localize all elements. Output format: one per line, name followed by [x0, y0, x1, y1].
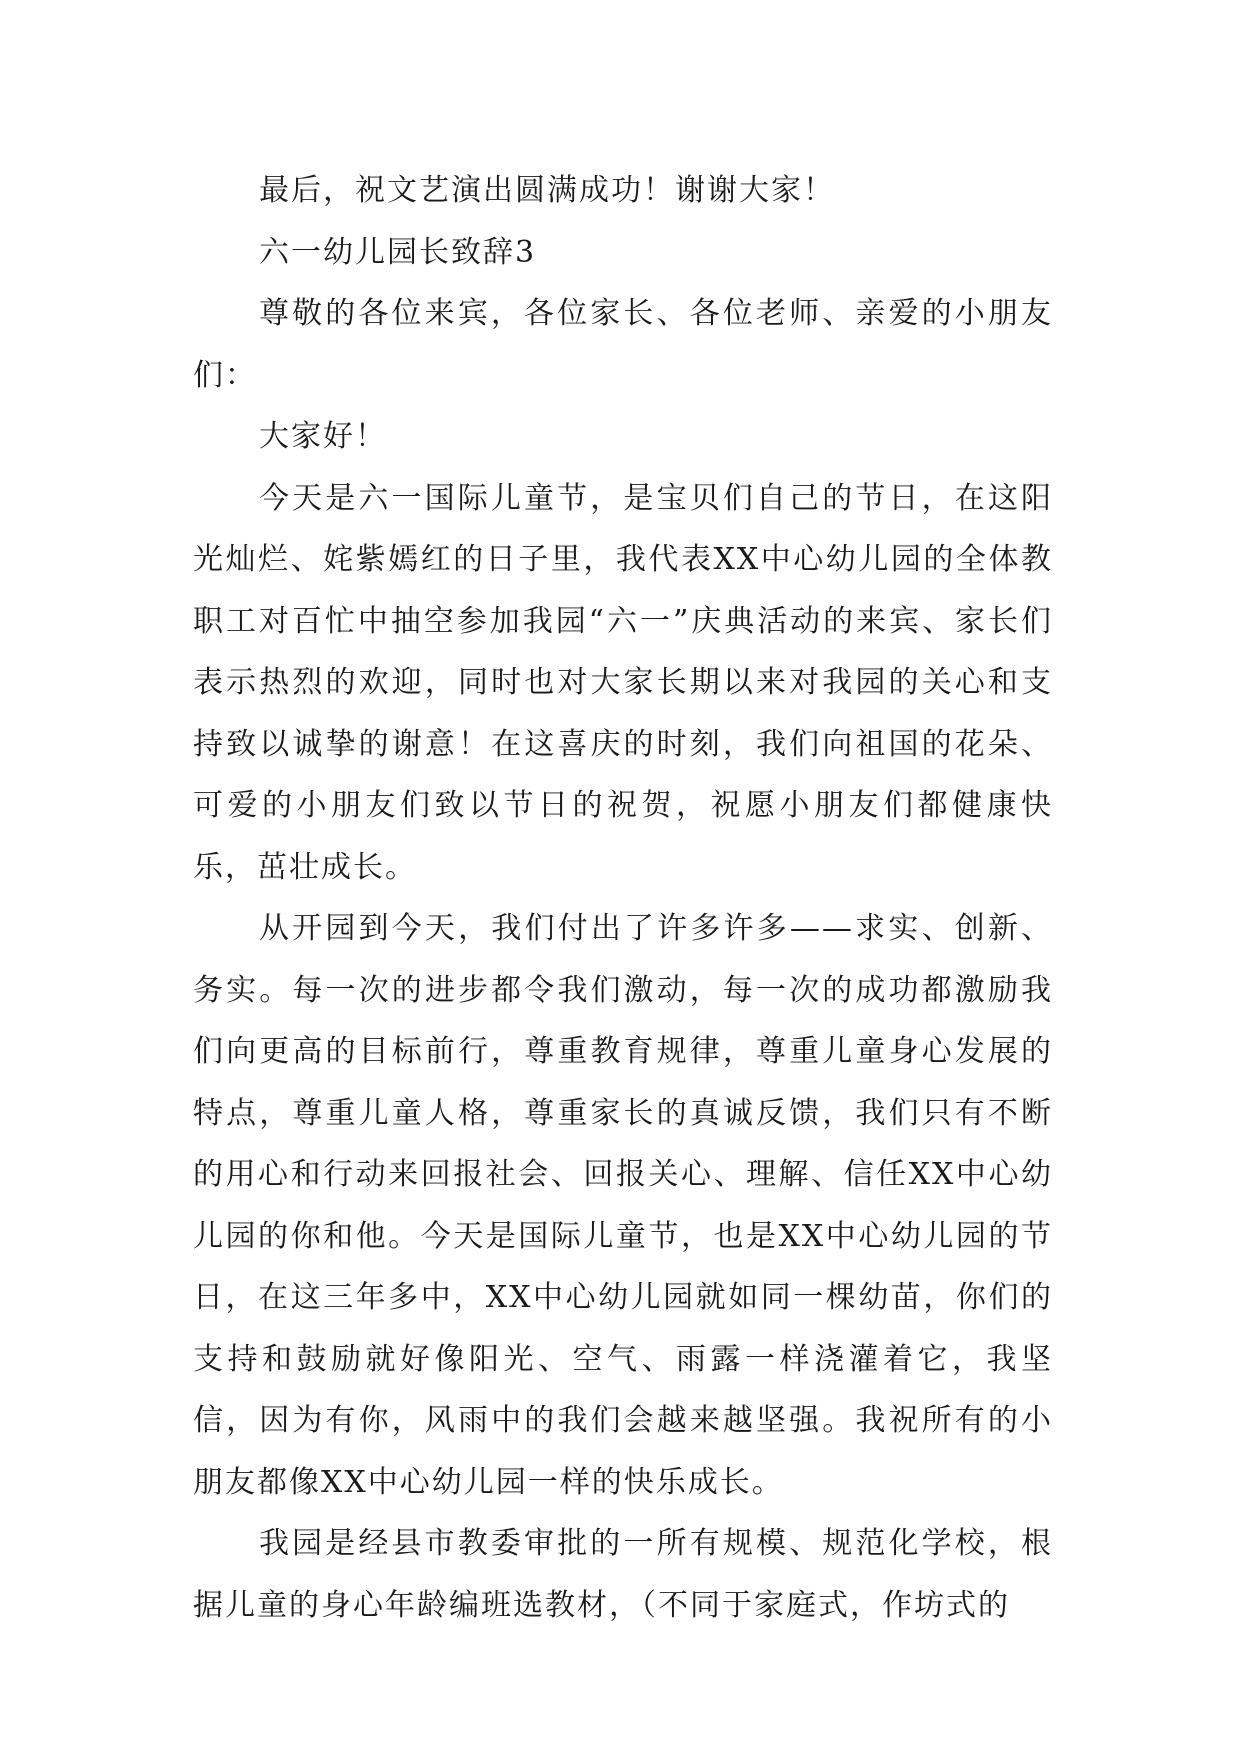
document-body	[193, 160, 1053, 1636]
section-heading: 六一幼儿园长致辞3	[259, 234, 537, 270]
closing-paragraph: 最后，祝文艺演出圆满成功！谢谢大家！	[259, 173, 835, 208]
body-paragraph: 今天是六一国际儿童节，是宝贝们自己的节日，在这阳光灿烂、姹紫嫣红的日子里，我代表XX中心幼儿园的全体教职工对百忙中抽空参加我园“六一”庆典活动的来宾、家长们表示热烈的欢迎，同时也对大家长期以来对我园的关心和支持致以诚挚的谢意！在这喜庆的时刻，我们向祖国的花朵、可爱的小朋友们致以节日的祝贺，祝愿小朋友们都健康快乐，茁壮成长。	[193, 480, 1053, 885]
greeting-paragraph: 大家好！	[259, 419, 387, 454]
body-paragraph: 我园是经县市教委审批的一所有规模、规范化学校，根据儿童的身心年龄编班选教材，（不同于家庭式，作坊式的	[193, 1526, 1053, 1623]
salutation-paragraph: 尊敬的各位来宾，各位家长、各位老师、亲爱的小朋友们：	[193, 296, 1053, 393]
body-paragraph: 从开园到今天，我们付出了许多许多——求实、创新、务实。每一次的进步都令我们激动，每一次的成功都激励我们向更高的目标前行，尊重教育规律，尊重儿童身心发展的特点，尊重儿童人格，尊重家长的真诚反馈，我们只有不断的用心和行动来回报社会、回报关心、理解、信任XX中心幼儿园的你和他。今天是国际儿童节，也是XX中心幼儿园的节日，在这三年多中，XX中心幼儿园就如同一棵幼苗，你们的支持和鼓励就好像阳光、空气、雨露一样浇灌着它，我坚信，因为有你，风雨中的我们会越来越坚强。我祝所有的小朋友都像XX中心幼儿园一样的快乐成长。	[193, 911, 1053, 1500]
